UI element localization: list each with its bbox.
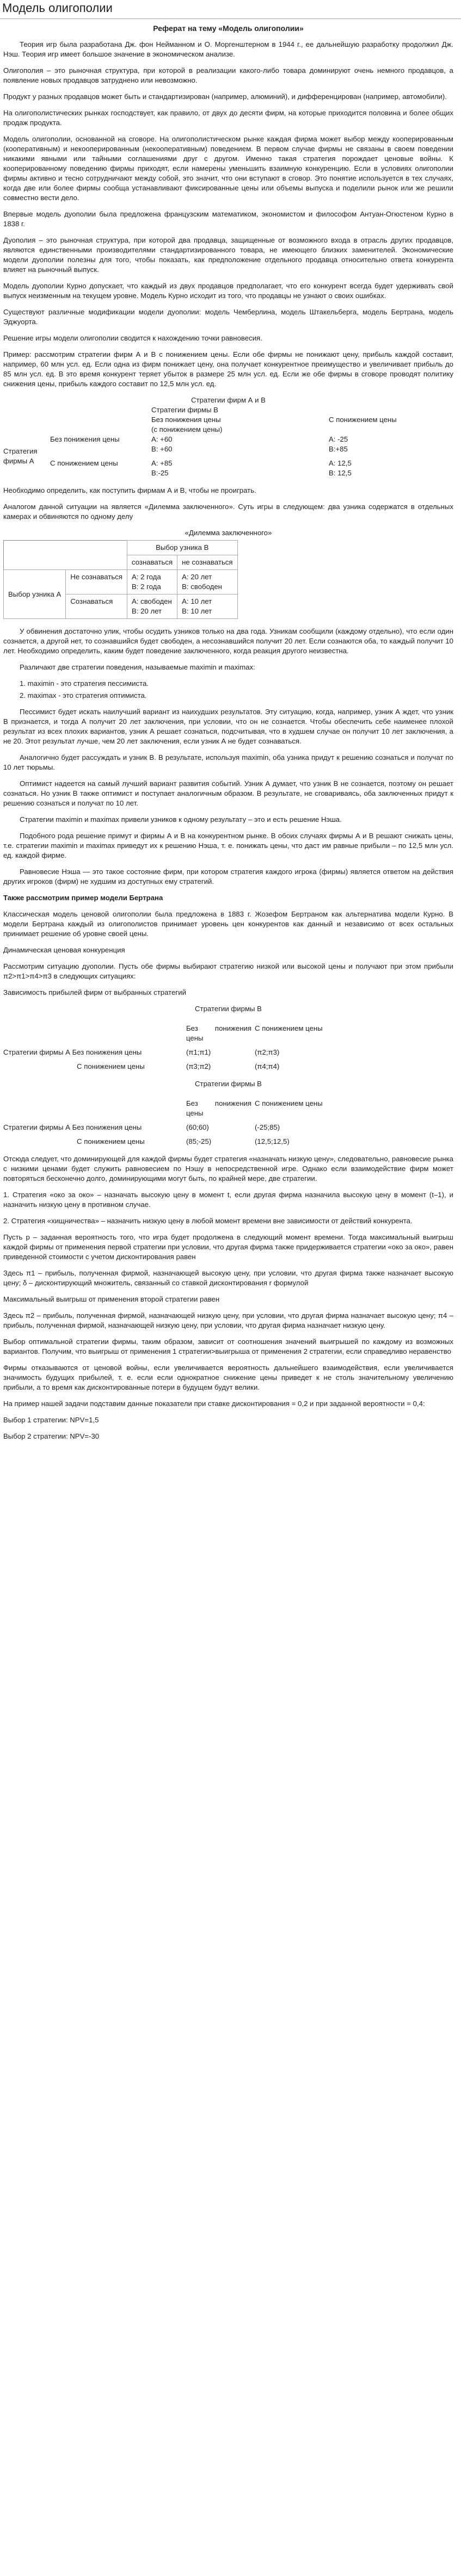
paragraph: Классическая модель ценовой олигополии была предложена в 1883 г. Жозефом Бертраном как альтернатива модели Курно. В модели Бертрана каждый из олигополистов принимает уровень цен конкурентов как данный и независимо от всех остальных принимает решение об уровне своей цены. (3, 910, 453, 938)
cell-value: (-25;85) (255, 1123, 280, 1131)
paragraph: Модель олигополии, основанной на сговоре. На олигополистическом рынке каждая фирма может выбор между кооперированным (кооперативным) и некооперированным (некооперативным) поведением. В первом случае фирмы не связаны в своем поведении никакими явными или тайными соглашениями друг с другом. Именно такая стратегия порождает ценовые войны. К кооперированному поведению фирмы приходят, если намерены уменьшить взаимную конкуренцию. Если в условиях олигополии фирмы активно и тесно сотрудничают между собой, это значит, что они вступают в сговор. Это понятие используется в тех случаях, когда две или более фирмы сообща устанавливают фиксированные цены или объемы выпуска и поделили рынок или же решили совместно вести дело. (3, 135, 453, 202)
cell-value: (π1;π1) (186, 1048, 211, 1056)
column-header: Стратегии фирмы В (195, 1005, 262, 1013)
cell-value: (60;60) (186, 1123, 209, 1131)
paragraph: Подобного рода решение примут и фирмы А и В на конкурентном рынке. В обоих случаях фирмы А и В решают снижать цены, т.е. стратегии maximin и maximax приведут их к решению Нэша, т. е. понижать цены, что даст им равные прибыли – по 12,5 млн усл. ед. каждой фирме. (3, 832, 453, 859)
paragraph: У обвинения достаточно улик, чтобы осудить узников только на два года. Узникам сообщили (каждому отдельно), что если один сознается, а другой нет, то сознавшийся будет свободен, а несознавшийся получит 20 лет. Если сознаются оба, то каждый получит 10 лет. Необходимо определить, каким будет поведение заключенного, когда реакция другого неизвестна. (3, 627, 453, 655)
prisoners-dilemma-table (3, 540, 238, 619)
paragraph: Решение игры модели олигополии сводится к нахождению точки равновесия. (3, 334, 262, 342)
list-item: 1. maximin - это стратегия пессимиста. (20, 679, 149, 688)
cell-value: А: свободен (131, 597, 172, 605)
column-label: не сознаваться (177, 555, 237, 570)
section-heading: Также рассмотрим пример модели Бертрана (3, 894, 163, 902)
column-label: С понижением цены (255, 1099, 323, 1107)
paragraph: 1. Стратегия «око за око» – назначать высокую цену в момент t, если другая фирма назначила высокую цену в момент (t–1), и назначить низкую цену в противном случае. (3, 1191, 453, 1209)
paragraph: Отсюда следует, что доминирующей для каждой фирмы будет стратегия «назначать низкую цену», следовательно, равновесие рынка с низкими ценами будет служить равновесием по Нэшу в непосредственной игре. Однако если взаимодействие фирм может повторяться бесконечно долго, доминирующими могут быть, по крайней мере, две стратегии. (3, 1155, 453, 1182)
cell-value: В:-25 (151, 469, 169, 477)
paragraph: Продукт у разных продавцов может быть и стандартизирован (например, алюминий), и дифференцирован (например, автомобили). (3, 92, 447, 101)
payoff-table (3, 1024, 326, 1072)
paragraph: Равновесие Нэша — это такое состояние фирм, при котором стратегия каждого игрока (фирмы) является ответом на действия других игроков (фирм) не худшим из доступных ему стратегий. (3, 868, 453, 886)
paragraph: Пример: рассмотрим стратегии фирм А и В с понижением цены. Если обе фирмы не понижают цену, прибыль каждой составит, например, 60 млн усл. ед. Если одна из фирм понижает цену, она получает конкурентное преимущество и увеличивает прибыль до 85 млн усл. ед. В это время конкурент теряет убыток в размере 25 млн усл. ед. Если же обе фирмы в сговоре проводят политику снижения цены, прибыль каждого составит по 12,5 млн усл. ед. (3, 350, 453, 388)
paragraph: Выбор оптимальной стратегии фирмы, таким образом, зависит от соотношения значений выигрышей по каждому из возможных вариантов. Получим, что выигрыш от применения 1 стратегии>выигрыша от применения 2 стратегии, если справедливо неравенство (3, 1337, 453, 1355)
section-heading: Динамическая ценовая конкуренция (3, 946, 125, 954)
article-body (0, 19, 461, 1441)
paragraph: Фирмы отказываются от ценовой войны, если увеличивается вероятность дальнейшего взаимодействия, если увеличивается значимость будущих прибылей, т. е. если если однократное снижение цены приведет к не столь значительному увеличению прибыли, а то время как дисконтированные потери в будущем будут велики. (3, 1364, 453, 1391)
paragraph: Аналогично будет рассуждать и узник В. В результате, используя maximin, оба узника придут к решению сознаться и получат по 10 лет тюрьмы. (3, 753, 453, 771)
row-label: С понижением цены (77, 1137, 145, 1145)
paragraph: Здесь π2 – прибыль, полученная фирмой, назначающей низкую цену, при условии, что другая фирма назначает высокую цену; π4 – прибыль, полученная фирмой, назначающей низкую цену, при условии, что другая фирма назначает низкую цену. (3, 1311, 453, 1329)
cell-value: (π2;π3) (255, 1048, 280, 1056)
paragraph: Модель дуополии Курно допускает, что каждый из двух продавцов предполагает, что его конкурент всегда будет удерживать свой выпуск неизменным на текущем уровне. Модель Курно исходит из того, что продавцы не узнают о своих ошибках. (3, 282, 453, 300)
paragraph: На олигополистических рынках господствует, как правило, от двух до десяти фирм, на которые приходится половина и более общих продаж продукта. (3, 109, 453, 127)
paragraph: Впервые модель дуополии была предложена французским математиком, экономистом и философом Антуан-Огюстеном Курно в 1838 г. (3, 210, 453, 228)
paragraph: Зависимость прибылей фирм от выбранных стратегий (3, 988, 186, 996)
row-label: С понижением цены (77, 1062, 145, 1070)
cell-value: А: 12,5 (329, 459, 352, 467)
table-caption: Стратегии фирм А и В (191, 396, 266, 404)
paragraph: Пусть р – заданная вероятность того, что игра будет продолжена в следующий момент времени. Тогда максимальный выигрыш каждой фирмы от применения первой стратегии при условии, что другая фирма также придерживается стратегии «око за око», равен приведенной стоимости с учетом дисконтирования равен (3, 1233, 453, 1261)
paragraph: Рассмотрим ситуацию дуополии. Пусть обе фирмы выбирают стратегию низкой или высокой цены и получают при этом прибыли π2>π1>π4>π3 в следующих ситуациях: (3, 962, 453, 980)
cell-value: (π4;π4) (255, 1062, 280, 1070)
column-label: сознаваться (127, 555, 177, 570)
row-header: Выбор узника А (4, 570, 66, 619)
cell-value: В: 2 года (131, 583, 161, 591)
column-label: С понижением цены (255, 1024, 323, 1032)
column-label: С понижением цены (329, 416, 397, 424)
cell-value: (85;-25) (186, 1137, 212, 1145)
row-label: Без понижения цены (72, 1048, 142, 1056)
table-caption: «Дилемма заключенного» (185, 529, 272, 537)
column-label: Без понижения цены (186, 1024, 251, 1042)
cell-value: А: 20 лет (182, 573, 212, 581)
column-label-note: (с понижением цены) (151, 425, 223, 434)
paragraph: Максимальный выигрыш от применения второй стратегии равен (3, 1295, 220, 1303)
payoff-matrix-symbolic (3, 1004, 453, 1072)
result-line: Выбор 1 стратегии: NPV=1,5 (3, 1416, 99, 1424)
list-item: 2. maximax - это стратегия оптимиста. (20, 691, 147, 699)
strategy-table (3, 405, 400, 478)
cell-value: В: 20 лет (131, 607, 162, 615)
row-label: Сознаваться (66, 595, 127, 619)
column-label: Без понижения цены (151, 416, 221, 424)
cell-value: (π3;π2) (186, 1062, 211, 1070)
column-header: Стратегии фирмы В (151, 406, 218, 414)
paragraph: Оптимист надеется на самый лучший вариант развития событий. Узник А думает, что узник В не сознается, поэтому он решает сознаться. Но узник В также оптимист и поступает аналогичным образом. В результате, не сговариваясь, оба заключенных придут к решению сознаться и получат по 10 лет. (3, 779, 453, 807)
cell-value: В: 12,5 (329, 469, 352, 477)
row-label: Без понижения цены (50, 435, 120, 443)
paragraph: Здесь π1 – прибыль, полученная фирмой, назначающей высокую цену, при условии, что другая фирма также назначает высокую цену; δ – дисконтирующий множитель, связанный со ставкой дисконтирования r формулой (3, 1269, 453, 1287)
page-title: Модель олигополии (0, 0, 461, 19)
strategy-table-ab (3, 395, 453, 478)
cell-value: А: +85 (151, 459, 173, 467)
payoff-matrix-numeric (3, 1079, 453, 1147)
paragraph: Стратегии maximin и maximax привели узников к одному результату – это и есть решение Нэша. (20, 815, 342, 823)
paragraph: Пессимист будет искать наилучший вариант из наихудших результатов. Эту ситуацию, когда, например, узник А ждет, что узник В признается, и тогда А получит 20 лет заключения, при условии, что он не сознается. Чтобы обеспечить себе наименее плохой результат из всех плохих вариантов, узник А решает сознаться, подсчитывая, что в худшем случае он получит 10 лет заключения, а не 20. Этот результат лучше, чем 20 лет заключения, если узник А не будет сознаваться. (3, 708, 453, 745)
paragraph: Аналогом данной ситуации на является «Дилемма заключенного». Суть игры в следующем: два узника содержатся в отдельных камерах и обвиняются по одному делу (3, 503, 453, 521)
cell-value: В: +60 (151, 445, 173, 453)
column-header: Выбор узника В (127, 541, 237, 555)
paragraph: Олигополия – это рыночная структура, при которой в реализации какого-либо товара доминируют очень немного продавцов, а появление новых продавцов затруднено или невозможно. (3, 66, 453, 84)
result-line: Выбор 2 стратегии: NPV=-30 (3, 1432, 100, 1440)
cell-value: В:+85 (329, 445, 348, 453)
column-label: Без понижения цены (186, 1099, 251, 1117)
row-header: Стратегии фирмы А (3, 1123, 70, 1131)
row-label: Без понижения цены (72, 1123, 142, 1131)
cell-value: В: 10 лет (182, 607, 212, 615)
payoff-table (3, 1099, 326, 1147)
row-header: Стратегия фирмы А (3, 447, 38, 465)
row-label: Не сознаваться (66, 570, 127, 595)
column-header: Стратегии фирмы В (195, 1080, 262, 1088)
paragraph: Дуополия – это рыночная структура, при которой два продавца, защищенные от возможного входа в отрасль других продавцов, являются единственными производителями стандартизированного товара, не имеющего близких заменителей. Экономические модели дуополии полезны для того, чтобы показать, как предположение отдельного продавца относительно ответа конкурента влияет на рыночный выпуск. (3, 236, 453, 274)
paragraph: 2. Стратегия «хищничества» – назначить низкую цену в любой момент времени вне зависимости от действий конкурента. (3, 1217, 413, 1225)
paragraph: Необходимо определить, как поступить фирмам А и В, чтобы не проиграть. (3, 486, 256, 494)
paragraph: Существуют различные модификации модели дуополии: модель Чемберлина, модель Штакельберга, модель Бертрана, модель Эджуорта. (3, 308, 453, 326)
paragraph: На пример нашей задачи подставим данные показатели при ставке дисконтирования = 0,2 и при заданной вероятности = 0,4: (3, 1400, 425, 1408)
cell-value: В: свободен (182, 583, 222, 591)
paragraph: Различают две стратегии поведения, называемые maximin и maximax: (20, 663, 255, 671)
cell-value: (12,5;12,5) (255, 1137, 290, 1145)
document-title: Реферат на тему «Модель олигополии» (153, 24, 304, 33)
row-label: С понижением цены (50, 459, 118, 467)
cell-value: А: 2 года (131, 573, 161, 581)
cell-value: А: -25 (329, 435, 348, 443)
paragraph: Теория игр была разработана Дж. фон Нейманном и О. Моргенштерном в 1944 г., ее дальнейшую разработку продолжил Дж. Нэш. Теория игр имеет большое значение в экономическом анализе. (3, 40, 453, 58)
cell-value: А: +60 (151, 435, 173, 443)
row-header: Стратегии фирмы А (3, 1048, 70, 1056)
cell-value: А: 10 лет (182, 597, 212, 605)
